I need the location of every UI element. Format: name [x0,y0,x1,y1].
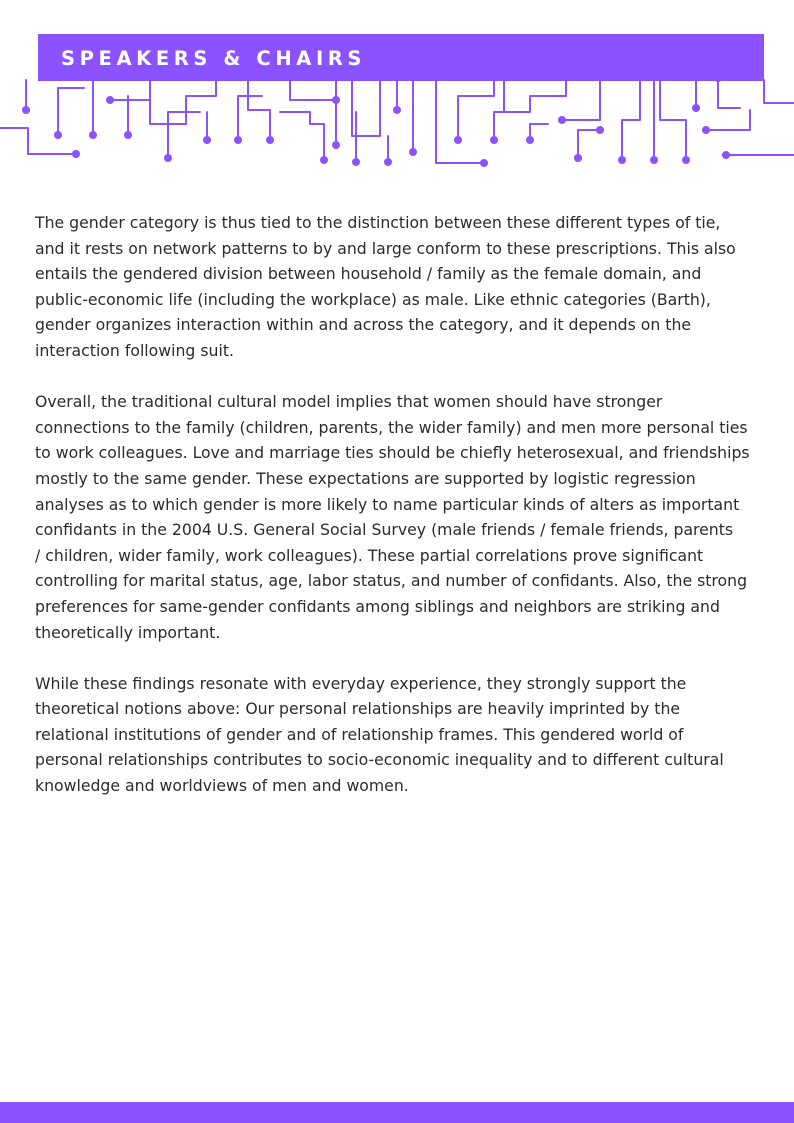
text-line: theoretical notions above: Our personal relationships are heavily imprinted by the [35,699,681,719]
text-line: connections to the family (children, parents, the wider family) and men more personal ties [35,417,748,437]
text-line: Overall, the traditional cultural model implies that women should have stronger [35,392,663,412]
footer-bar [0,1102,794,1123]
text-line: confidants in the 2004 U.S. General Social Survey (male friends / female friends, parents [35,520,734,540]
text-line: analyses as to which gender is more likely to name particular kinds of alters as important [35,494,740,514]
text-line: knowledge and worldviews of men and women. [35,776,409,796]
text-line: relational institutions of gender and of relationship frames. This gendered world of [35,724,684,744]
paragraph-2 [35,389,763,645]
text-line: preferences for same-gender confidants among siblings and neighbors are striking and [35,596,720,616]
header-banner [38,34,764,81]
circuit-decoration [0,0,794,175]
text-line: mostly to the same gender. These expectations are supported by logistic regression [35,468,696,488]
body-text [35,210,763,824]
text-line: theoretically important. [35,622,221,642]
text-line: public-economic life (including the workplace) as male. Like ethnic categories (Barth), [35,289,711,309]
text-line: interaction following suit. [35,340,234,360]
paragraph-3 [35,671,763,799]
text-line: and it rests on network patterns to by and large conform to these prescriptions. This also [35,238,736,258]
text-line: to work colleagues. Love and marriage ties should be chiefly heterosexual, and friendships [35,443,750,463]
text-line: The gender category is thus tied to the distinction between these different types of tie, [35,213,721,232]
page-title: SPEAKERS & CHAIRS [61,47,367,70]
paragraph-1 [35,210,763,364]
text-line: controlling for marital status, age, labor status, and number of confidants. Also, the strong [35,571,748,591]
text-line: personal relationships contributes to socio-economic inequality and to different cultural [35,750,724,770]
text-line: / children, wider family, work colleagues). These partial correlations prove significant [35,545,704,565]
text-line: entails the gendered division between household / family as the female domain, and [35,264,702,284]
text-line: gender organizes interaction within and across the category, and it depends on the [35,315,692,335]
text-line: While these findings resonate with everyday experience, they strongly support the [35,673,687,693]
